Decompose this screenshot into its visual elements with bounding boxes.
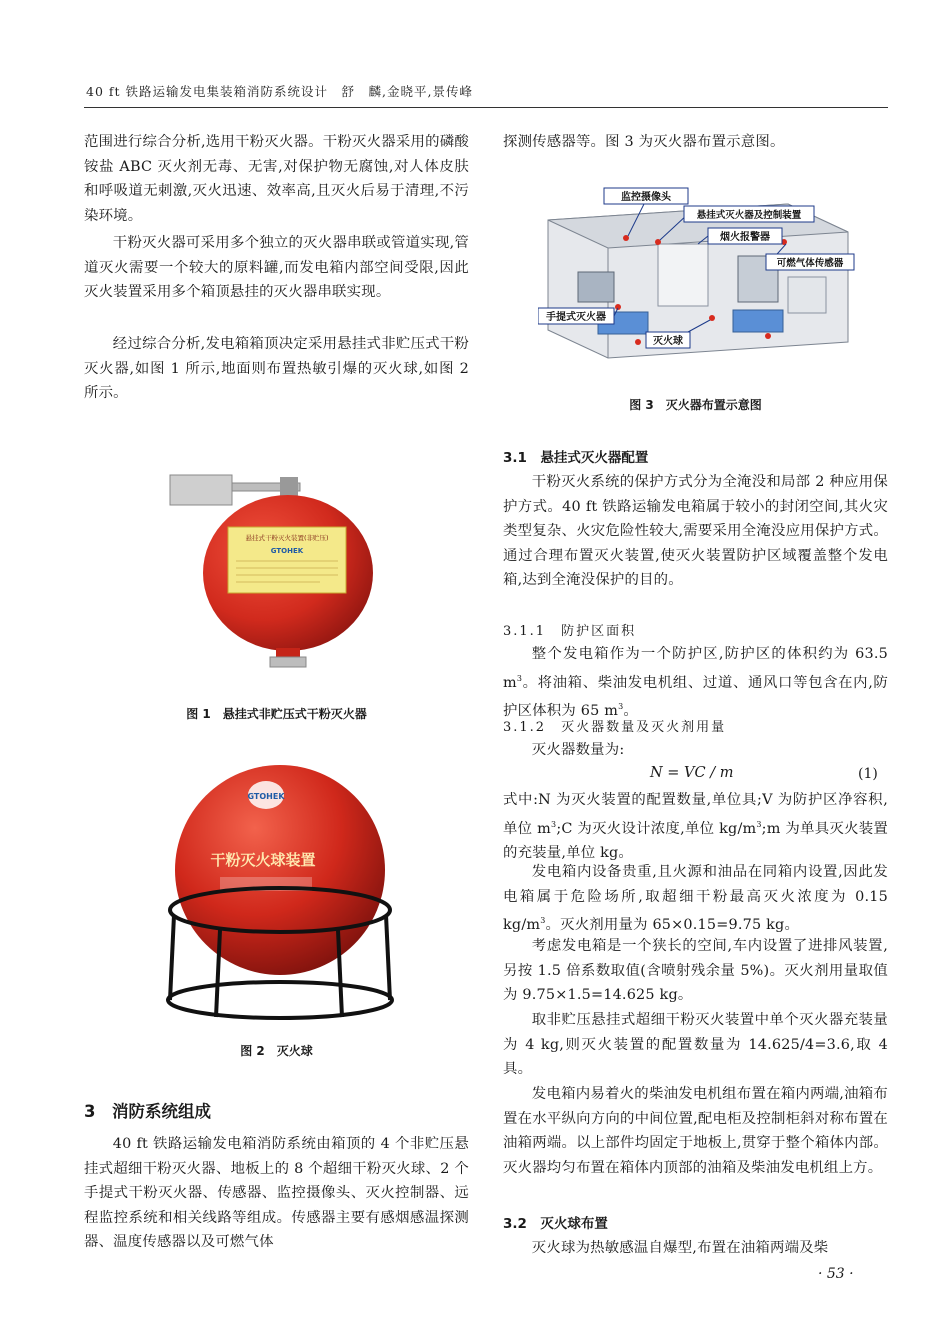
bracket-box <box>170 475 232 505</box>
right-paragraph-3: 灭火器数量为: <box>531 742 625 758</box>
right-paragraph-7: 取非贮压悬挂式超细干粉灭火装置中单个灭火器充装量为 4 kg,则灭火装置的配置数量为 14.625/4=3.6,取 4 具。 <box>503 1012 888 1078</box>
page-number: · 53 · <box>818 1266 854 1282</box>
left-paragraph-3: 经过综合分析,发电箱箱顶决定采用悬挂式非贮压式干粉灭火器,如图 1 所示,地面则布置热敏引爆的灭火球,如图 2 所示。 <box>84 336 469 402</box>
top-fitting <box>280 477 298 497</box>
right-paragraph-0: 探测传感器等。图 3 为灭火器布置示意图。 <box>503 134 785 150</box>
left-paragraph-4: 40 ft 铁路运输发电箱消防系统由箱顶的 4 个非贮压悬挂式超细干粉灭火器、地板上的 8 个超细干粉灭火球、2 个手提式干粉灭火器、传感器、监控摄像头、灭火控制器、远程监控系统和相关线路等组成。传感器主要有感烟感温探测器、温度传感器以及可燃气体 <box>84 1136 469 1251</box>
figure-2-caption: 图 2 灭火球 <box>240 1044 313 1058</box>
tank-logo: GTOHEK <box>270 547 304 555</box>
right-paragraph-5: 发电箱内设备贵重,且火源和油品在同箱内设置,因此发电箱属于危险场所,取超细干粉最高灭火浓度为 0.15 $kg/m^3$。灭火剂用量为 65×0.15=9.75 kg。 <box>503 864 888 933</box>
equation-number: (1) <box>858 766 878 782</box>
right-paragraph-2: 整个发电箱作为一个防护区,防护区的体积约为 63.5 $m^3$。将油箱、柴油发电机组、过道、通风口等包含在内,防护区体积为 65 $m^3$。 <box>503 646 888 719</box>
stand-bottom-ring <box>168 982 392 1018</box>
nozzle <box>270 657 306 667</box>
label-ball: 灭火球 <box>653 336 683 347</box>
left-paragraph-2: 干粉灭火器可采用多个独立的灭火器串联或管道实现,管道灭火需要一个较大的原料罐,而发电箱内部空间受限,因此灭火装置采用多个箱顶悬挂的灭火器串联实现。 <box>84 235 469 301</box>
figure-3-caption: 图 3 灭火器布置示意图 <box>629 398 762 412</box>
label-portable: 手提式灭火器 <box>546 312 606 323</box>
left-paragraph-1: 范围进行综合分析,选用干粉灭火器。干粉灭火器采用的磷酸铵盐 ABC 灭火剂无毒、无害,对保护物无腐蚀,对人体皮肤和呼吸道无刺激,灭火迅速、效率高,且灭火后易于清理,不污染环境。 <box>84 134 469 224</box>
label-smoke: 烟火报警器 <box>720 232 770 243</box>
right-paragraph-8: 发电箱内易着火的柴油发电机组布置在箱内两端,油箱布置在水平纵向方向的中间位置,配电柜及控制柜斜对称布置在油箱两端。以上部件均固定于地板上,贯穿于整个箱体内部。灭火器均匀布置在箱体内顶部的油箱及柴油发电机组上方。 <box>503 1086 888 1176</box>
figure-3-layout-diagram <box>538 182 858 362</box>
label-gas: 可燃气体传感器 <box>776 258 844 269</box>
section-3-2-heading: 3.2 灭火球布置 <box>503 1216 608 1232</box>
tank-label-text: 悬挂式干粉灭火装置(非贮压) <box>245 534 329 542</box>
figure-1-caption: 图 1 悬挂式非贮压式干粉灭火器 <box>186 707 367 721</box>
header-rule <box>84 107 888 108</box>
right-paragraph-9: 灭火球为热敏感温自爆型,布置在油箱两端及柴 <box>531 1240 829 1256</box>
section-3-1-2-heading: 3.1.2 灭火器数量及灭火剂用量 <box>503 720 727 735</box>
right-paragraph-4: 式中:N 为灭火装置的配置数量,单位具;V 为防护区净容积,单位 $m^3;C$ 为灭火设计浓度,单位 $kg/m^3;m$ 为单具灭火装置的充装量,单位 kg。 <box>503 792 888 861</box>
right-paragraph-1: 干粉灭火系统的保护方式分为全淹没和局部 2 种应用保护方式。40 ft 铁路运输发电箱属于较小的封闭空间,其火灾类型复杂、火灾危险性较大,需要采用全淹没应用保护方式。通过合理布置灭火装置,使灭火装置防护区域覆盖整个发电箱,达到全淹没保护的目的。 <box>503 474 888 589</box>
section-3-1-heading: 3.1 悬挂式灭火器配置 <box>503 450 649 466</box>
formula-1: N = VC / m <box>650 765 734 781</box>
label-hanging: 悬挂式灭火器及控制装置 <box>696 210 802 221</box>
running-head: 40 ft 铁路运输发电集装箱消防系统设计 舒 麟,金晓平,景传峰 <box>86 84 473 99</box>
ball-logo: GTOHEK <box>247 792 285 801</box>
label-camera: 监控摄像头 <box>621 192 671 203</box>
figure-1-hanging-extinguisher <box>160 455 400 685</box>
right-paragraph-6: 考虑发电箱是一个狭长的空间,车内设置了进排风装置,另按 1.5 倍系数取值(含喷射残余量 5%)。灭火剂用量取值为 9.75×1.5=14.625 kg。 <box>503 938 888 1004</box>
figure-2-fire-ball <box>160 755 400 1030</box>
ball-text: 干粉灭火球装置 <box>210 851 316 869</box>
section-3-1-1-heading: 3.1.1 防护区面积 <box>503 624 637 639</box>
section-3-heading: 3 消防系统组成 <box>84 1102 211 1121</box>
